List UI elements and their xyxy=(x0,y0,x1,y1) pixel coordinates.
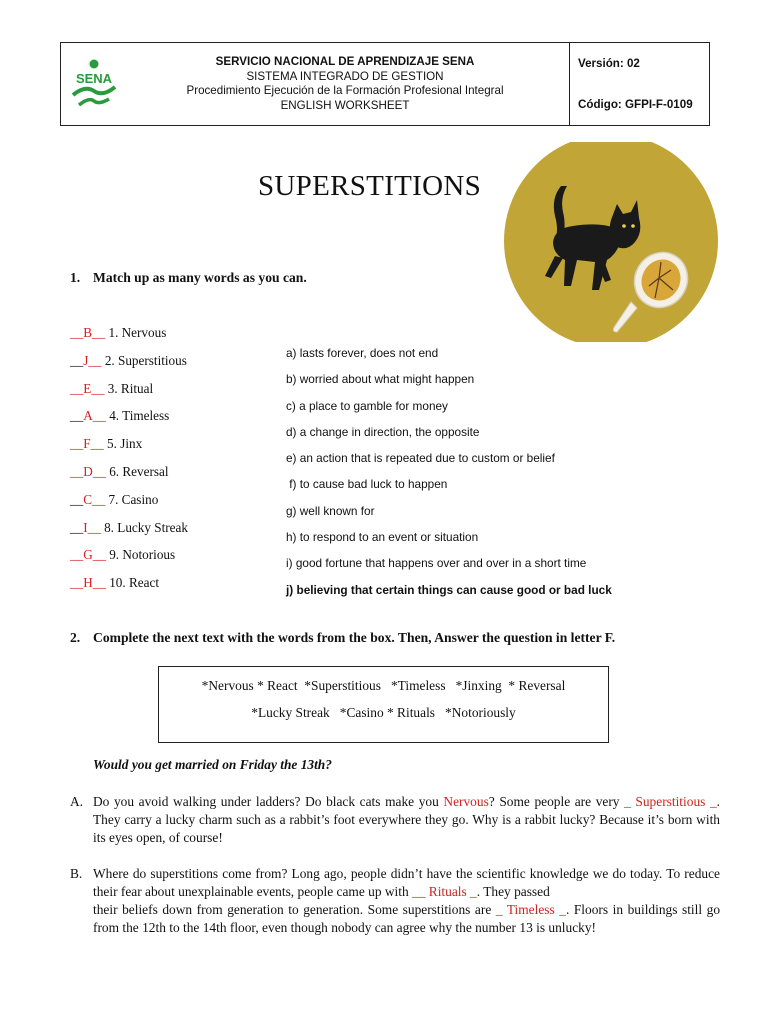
match-word-item: __H__ 10. React xyxy=(70,575,160,591)
question-1 xyxy=(70,270,307,286)
page-title: SUPERSTITIONS xyxy=(258,170,482,202)
answer-blank[interactable]: Nervous xyxy=(443,794,489,809)
answer-blank[interactable]: __G__ xyxy=(70,547,106,563)
paragraph-b-body: Where do superstitions come from? Long ago, people didn’t have the scientific knowledge we do today. To reduce their fear about unexplainable events, people came up with __ Rituals _. They passed their beliefs down from generation to generation. Some superstitions are _ Timeless _. Floors in buildings still go from the 12th to the 14th floor, even though nobody can agree why the number 13 is unlucky! xyxy=(93,866,721,935)
match-word-item: __E__ 3. Ritual xyxy=(70,380,154,396)
definition-item: g) well known for xyxy=(286,503,375,518)
question-1-number: 1. xyxy=(70,270,81,285)
header-meta xyxy=(569,43,709,125)
answer-blank[interactable]: _ Timeless _ xyxy=(495,902,566,917)
header-titles xyxy=(127,43,569,125)
answer-blank[interactable]: __D__ xyxy=(70,463,106,479)
answer-blank[interactable]: __E__ xyxy=(70,380,105,396)
definition-item: j) believing that certain things can cause good or bad luck xyxy=(286,582,612,597)
sena-logo-icon xyxy=(65,55,123,113)
paragraph-a-label: A. xyxy=(70,794,84,809)
definition-item: f) to cause bad luck to happen xyxy=(286,477,448,492)
answer-blank[interactable]: I__ xyxy=(83,519,101,535)
match-word-item: __A__ 4. Timeless xyxy=(70,408,170,424)
match-word-list xyxy=(70,324,188,602)
definition-item: b) worried about what might happen xyxy=(286,372,475,387)
match-word-item: __B__ 1. Nervous xyxy=(70,325,167,340)
definition-item: c) a place to gamble for money xyxy=(286,398,448,413)
sena-logo xyxy=(61,43,127,125)
answer-blank[interactable]: __F__ xyxy=(70,436,104,452)
match-word-item: __J__ 2. Superstitious xyxy=(70,352,187,368)
match-word-item: __G__ 9. Notorious xyxy=(70,547,176,563)
definition-item: a) lasts forever, does not end xyxy=(286,346,439,360)
document-header xyxy=(60,42,710,126)
answer-blank[interactable]: A__ xyxy=(83,408,106,424)
match-word-item: __D__ 6. Reversal xyxy=(70,463,169,479)
header-line-2: SISTEMA INTEGRADO DE GESTION xyxy=(246,69,444,83)
word-box-line-1: *Nervous * React *Superstitious *Timeless *Jinxing * Reversal xyxy=(201,678,566,693)
svg-text:SENA: SENA xyxy=(75,71,113,86)
word-box xyxy=(158,666,609,743)
question-2 xyxy=(70,630,615,646)
question-2-text: Complete the next text with the words from the box. Then, Answer the question in letter F. xyxy=(93,630,616,645)
match-word-item: __C__ 7. Casino xyxy=(70,491,159,507)
definition-item: i) good fortune that happens over and over in a short time xyxy=(286,556,587,571)
paragraph-b-label: B. xyxy=(70,866,83,881)
question-2-number: 2. xyxy=(70,630,81,645)
header-line-1: SERVICIO NACIONAL DE APRENDIZAJE SENA xyxy=(215,55,475,68)
definition-item: h) to respond to an event or situation xyxy=(286,530,479,545)
black-cat-mirror-illustration xyxy=(503,142,719,342)
answer-blank[interactable]: __B__ xyxy=(70,325,106,340)
answer-blank[interactable]: J__ xyxy=(83,352,102,368)
paragraph-a-body: Do you avoid walking under ladders? Do black cats make you Nervous? Some people are very _ Superstitious _. They carry a lucky charm such as a rabbit’s foot everywhere they go. Why is a rabbit lucky? Because it’s born with its eyes open, of course! xyxy=(93,794,721,845)
code-label: Código: GFPI-F-0109 xyxy=(578,98,693,111)
match-word-item: __I__ 8. Lucky Streak xyxy=(70,519,188,535)
word-box-line-2: *Lucky Streak *Casino * Rituals *Notoriously xyxy=(251,705,516,720)
sub-question: Would you get married on Friday the 13th? xyxy=(93,757,332,772)
definition-list xyxy=(286,345,612,608)
answer-blank[interactable]: _ Superstitious _ xyxy=(624,794,717,809)
answer-blank[interactable]: C__ xyxy=(83,491,106,507)
header-line-4: ENGLISH WORKSHEET xyxy=(280,98,410,112)
paragraph-b xyxy=(70,865,720,937)
answer-blank[interactable]: __ Rituals _ xyxy=(412,884,477,899)
header-line-3: Procedimiento Ejecución de la Formación Profesional Integral xyxy=(186,84,504,97)
definition-item: d) a change in direction, the opposite xyxy=(286,424,480,439)
question-1-text: Match up as many words as you can. xyxy=(93,270,307,285)
answer-blank[interactable]: __H__ xyxy=(70,575,106,591)
match-word-item: __F__ 5. Jinx xyxy=(70,436,143,452)
paragraph-a xyxy=(70,793,720,847)
definition-item: e) an action that is repeated due to custom or belief xyxy=(286,451,555,466)
version-label: Versión: 02 xyxy=(578,57,640,70)
